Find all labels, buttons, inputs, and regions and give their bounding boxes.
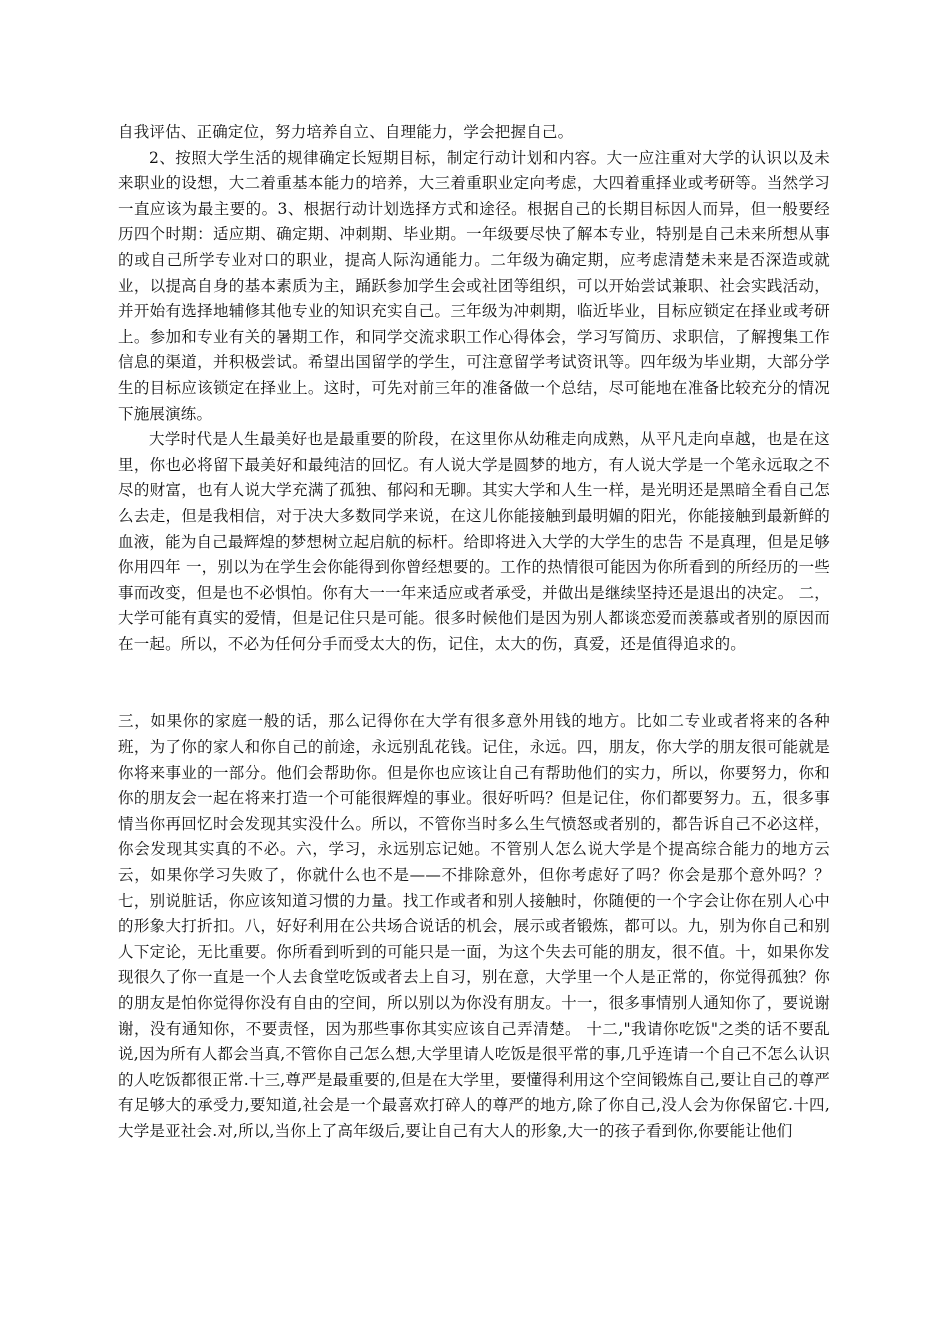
paragraph-spacer xyxy=(118,657,830,709)
document-page xyxy=(118,120,830,1145)
paragraph-college-years-advice: 大学时代是人生最美好也是最重要的阶段，在这里你从幼稚走向成熟，从平凡走向卓越，也是在这里，你也必将留下最美好和最纯洁的回忆。有人说大学是圆梦的地方，有人说大学是一个笔永远取之不尽的财富，也有人说大学充满了孤独、郁闷和无聊。其实大学和人生一样，是光明还是黑暗全看自己怎么去走，但是我相信，对于决大多数同学来说，在这儿你能接触到最明媚的阳光，你能接触到最新鲜的血液，能为自己最辉煌的梦想树立起启航的标杆。给即将进入大学的大学生的忠告 不是真理，但是足够你用四年 一，别以为在学生会你能得到你曾经想要的。工作的热情很可能因为你所看到的所经历的一些事而改变，但是也不必惧怕。你有大一一年来适应或者承受，并做出是继续坚持还是退出的决定。 二，大学可能有真实的爱情，但是记住只是可能。很多时候他们是因为别人都谈恋爱而羡慕或者别的原因而在一起。所以，不必为任何分手而受太大的伤，记住，太大的伤，真爱，还是值得追求的。 xyxy=(118,430,830,653)
paragraph-self-assessment: 自我评估、正确定位，努力培养自立、自理能力，学会把握自己。 xyxy=(118,123,574,141)
paragraph-goals-and-plan: 2、按照大学生活的规律确定长短期目标，制定行动计划和内容。大一应注重对大学的认识以及未来职业的设想，大二着重基本能力的培养，大三着重职业定向考虑，大四着重择业或考研等。当然学习一直应该为最主要的。3、根据行动计划选择方式和途径。根据自己的长期目标因人而异，但一般要经历四个时期：适应期、确定期、冲刺期、毕业期。一年级要尽快了解本专业，特别是自己未来所想从事的或自己所学专业对口的职业，提高人际沟通能力。二年级为确定期，应考虑清楚未来是否深造或就业，以提高自身的基本素质为主，踊跃参加学生会或社团等组织，可以开始尝试兼职、社会实践活动，并开始有选择地辅修其他专业的知识充实自己。三年级为冲刺期，临近毕业，目标应锁定在择业或考研上。参加和专业有关的暑期工作，和同学交流求职工作心得体会，学习写简历、求职信，了解搜集工作信息的渠道，并积极尝试。希望出国留学的学生，可注意留学考试资讯等。四年级为毕业期，大部分学生的目标应该锁定在择业上。这时，可先对前三年的准备做一个总结，尽可能地在准备比较充分的情况下施展演练。 xyxy=(118,148,830,423)
paragraph-numbered-tips: 三，如果你的家庭一般的话，那么记得你在大学有很多意外用钱的地方。比如二专业或者将来的各种班，为了你的家人和你自己的前途，永远别乱花钱。记住，永远。四，朋友，你大学的朋友很可能就是你将来事业的一部分。他们会帮助你。但是你也应该让自己有帮助他们的实力，所以，你要努力，你和你的朋友会一起在将来打造一个可能很辉煌的事业。很好听吗？但是记住，你们都要努力。五，很多事情当你再回忆时会发现其实没什么。所以，不管你当时多么生气愤怒或者别的，都告诉自己不必这样，你会发现其实真的不必。六，学习，永远别忘记她。不管别人怎么说大学是个提高综合能力的地方云云，如果你学习失败了，你就什么也不是——不排除意外，但你考虑好了吗？你会是那个意外吗？？ 七，别说脏话，你应该知道习惯的力量。找工作或者和别人接触时，你随便的一个字会让你在别人心中的形象大打折扣。八，好好利用在公共场合说话的机会，展示或者锻炼，都可以。九，别为你自己和别人下定论，无比重要。你所看到听到的可能只是一面，为这个失去可能的朋友，很不值。十，如果你发现很久了你一直是一个人去食堂吃饭或者去上自习，别在意，大学里一个人是正常的，你觉得孤独？你的朋友是怕你觉得你没有自由的空间，所以别以为你没有朋友。十一，很多事情别人通知你了，要说谢谢，没有通知你，不要责怪，因为那些事你其实应该自己弄清楚。 十二,"我请你吃饭"之类的话不要乱说,因为所有人都会当真,不管你自己怎么想,大学里请人吃饭是很平常的事,几乎连请一个自己不怎么认识的人吃饭都很正常.十三,尊严是最重要的,但是在大学里，要懂得利用这个空间锻炼自己,要让自己的尊严有足够大的承受力,要知道,社会是一个最喜欢打碎人的尊严的地方,除了你自己,没人会为你保留它.十四,大学是亚社会.对,所以,当你上了高年级后,要让自己有大人的形象,大一的孩子看到你,你要能让他们 xyxy=(118,712,830,1140)
